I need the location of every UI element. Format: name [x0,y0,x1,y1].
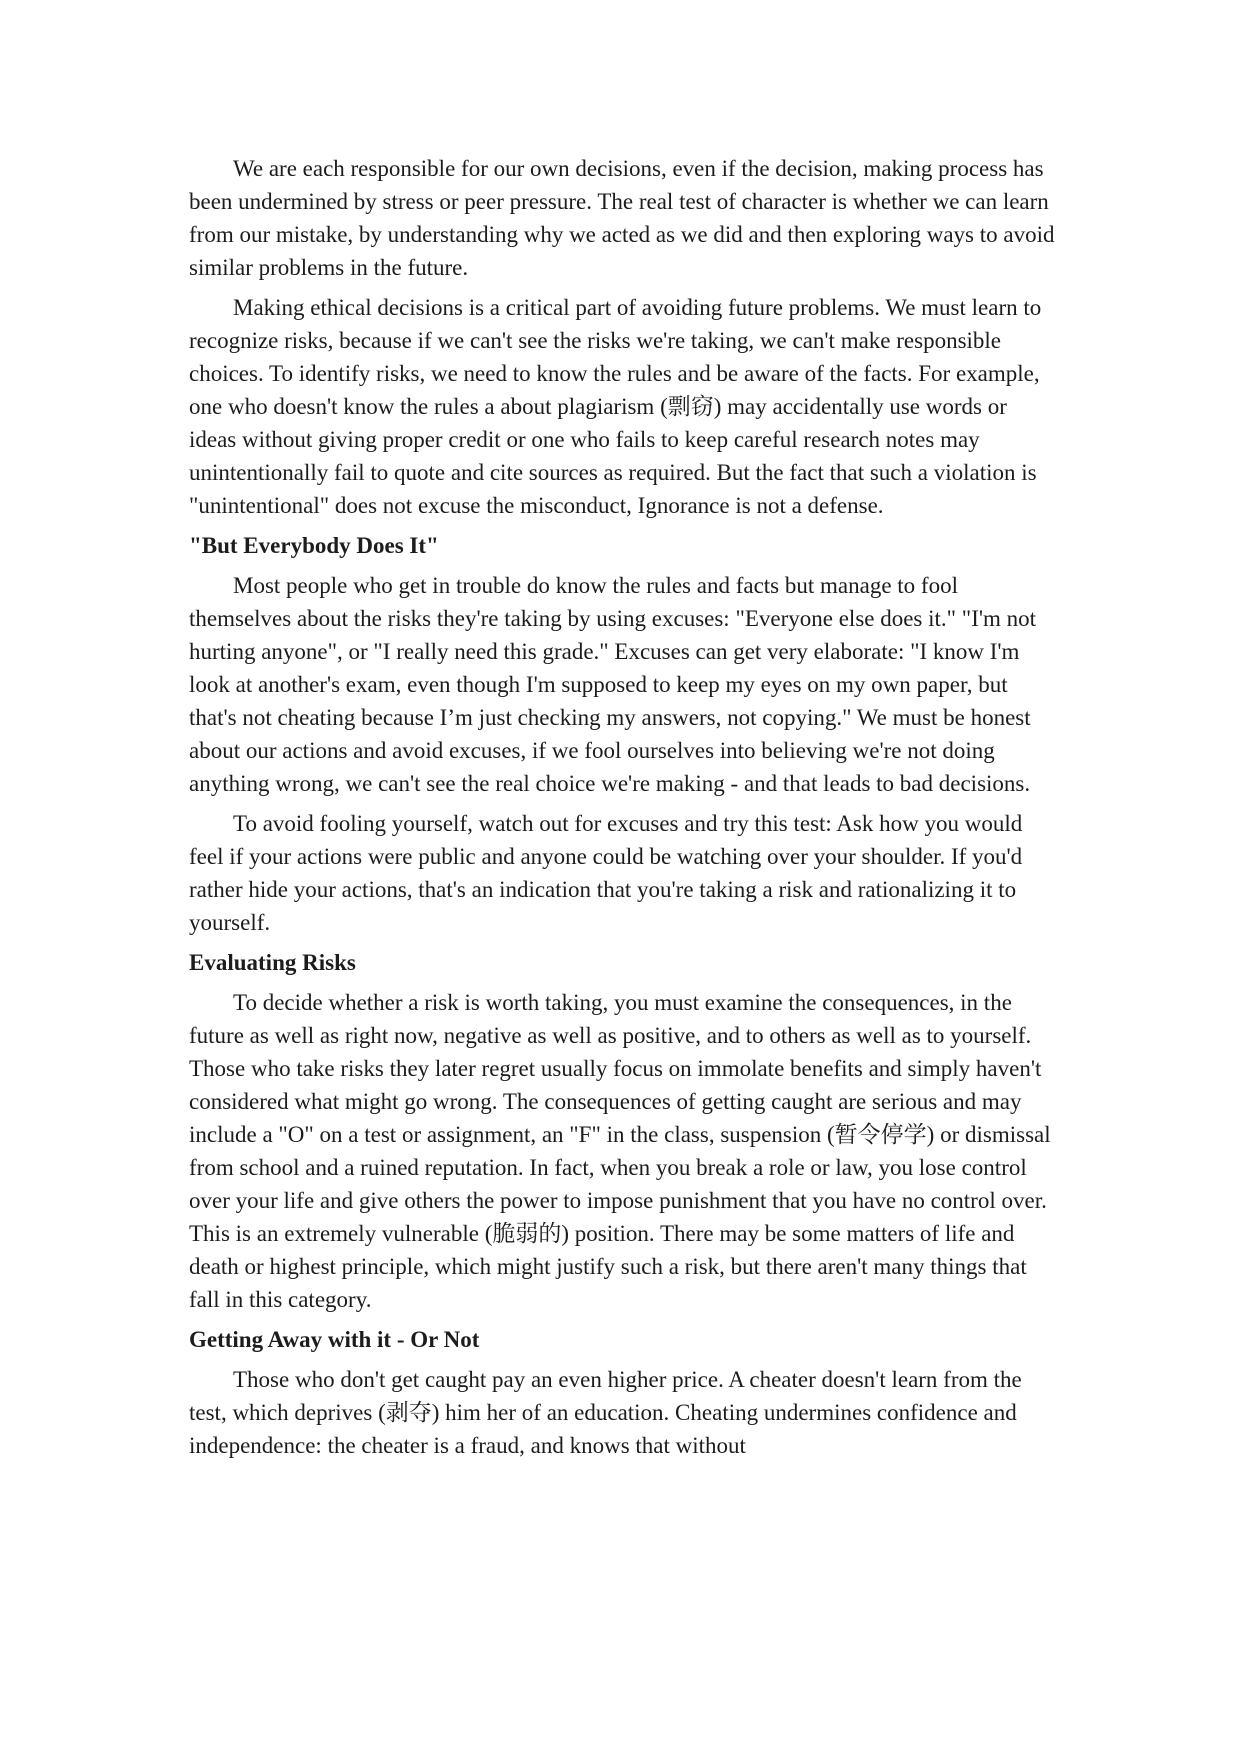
heading-getting-away: Getting Away with it - Or Not [189,1327,480,1352]
paragraph-excuses: Most people who get in trouble do know the rules and facts but manage to fool themselves about the risks they're taking by using excuses: "Everyone else does it." "I'm not hurting anyone", or "I really need this grade." Excuses can get very elaborate: "I know I'm look at another's exam, even though I'm supposed to keep my eyes on my own paper, but that's not cheating because I’m just checking my answers, not copying." We must be honest about our actions and avoid excuses, if we fool ourselves into believing we're not doing anything wrong, we can't see the real choice we're making - and that leads to bad decisions. [189,573,1037,796]
paragraph-avoid-fooling: To avoid fooling yourself, watch out for excuses and try this test: Ask how you would feel if your actions were public and anyone could be watching over your shoulder. If you'd rather hide your actions, that's an indication that you're taking a risk and rationalizing it to yourself. [189,811,1023,935]
heading-everybody-does-it: "But Everybody Does It" [189,533,439,558]
paragraph-ethical-decisions: Making ethical decisions is a critical part of avoiding future problems. We must learn to recognize risks, because if we can't see the risks we're taking, we can't make responsible choices. To identify risks, we need to know the rules and be aware of the facts. For example, one who doesn't know the rules a about plagiarism (剽窃) may accidentally use words or ideas without giving proper credit or one who fails to keep careful research notes may unintentionally fail to quote and cite sources as required. But the fact that such a violation is "unintentional" does not excuse the misconduct, Ignorance is not a defense. [189,295,1042,518]
paragraph-consequences: To decide whether a risk is worth taking, you must examine the consequences, in the future as well as right now, negative as well as positive, and to others as well as to yourself. Those who take risks they later regret usually focus on immolate benefits and simply haven't considered what might go wrong. The consequences of getting caught are serious and may include a "O" on a test or assignment, an "F" in the class, suspension (暂令停学) or dismissal from school and a ruined reputation. In fact, when you break a role or law, you lose control over your life and give others the power to impose punishment that you have no control over. This is an extremely vulnerable (脆弱的) position. There may be some matters of life and death or highest principle, which might justify such a risk, but there aren't many things that fall in this category. [189,990,1051,1312]
heading-evaluating-risks: Evaluating Risks [189,950,356,975]
paragraph-responsibility: We are each responsible for our own decisions, even if the decision, making process has been undermined by stress or peer pressure. The real test of character is whether we can learn from our mistake, by understanding why we acted as we did and then exploring ways to avoid similar problems in the future. [189,156,1055,280]
paragraph-higher-price: Those who don't get caught pay an even higher price. A cheater doesn't learn from the test, which deprives (剥夺) him her of an education. Cheating undermines confidence and independence: the cheater is a fraud, and knows that without [189,1367,1022,1458]
document-page [189,152,1059,1469]
